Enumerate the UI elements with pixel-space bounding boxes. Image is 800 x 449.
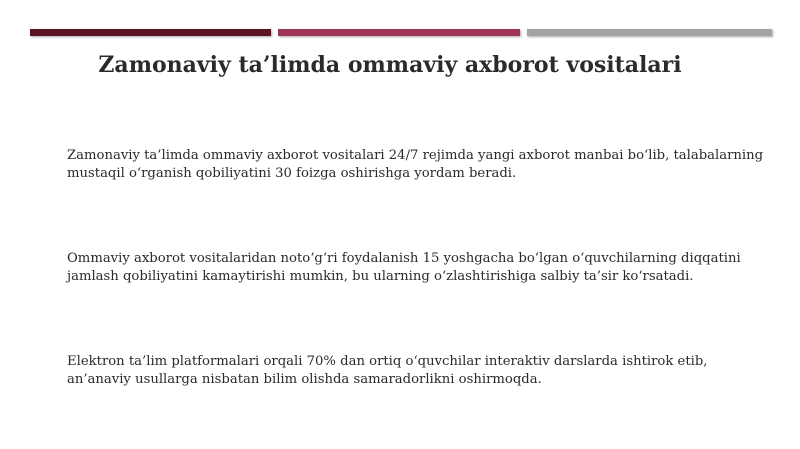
paragraph-3: Elektron ta’lim platformalari orqali 70% dan ortiq o‘quvchilar interaktiv darslarda ishtirok etib, an’anaviy usullarga nisbatan bilim olishda samaradorlikni oshirmoqda. [67, 354, 708, 387]
accent-bar-dark-red [30, 29, 271, 36]
accent-bar-magenta [278, 29, 520, 36]
accent-bar-gray [527, 29, 772, 36]
slide-title: Zamonaviy ta’limda ommaviy axborot vositalari [98, 52, 682, 78]
paragraph-2: Ommaviy axborot vositalaridan noto‘g‘ri foydalanish 15 yoshgacha bo‘lgan o‘quvchilarning diqqatini jamlash qobiliyatini kamaytirishi mumkin, bu ularning o‘zlashtirishiga salbiy ta’sir ko‘rsatadi. [67, 251, 741, 284]
paragraph-1: Zamonaviy ta’limda ommaviy axborot vositalari 24/7 rejimda yangi axborot manbai bo‘lib, talabalarning mustaqil o‘rganish qobiliyatini 30 foizga oshirishga yordam beradi. [67, 148, 764, 181]
top-accent-bars [30, 29, 772, 37]
